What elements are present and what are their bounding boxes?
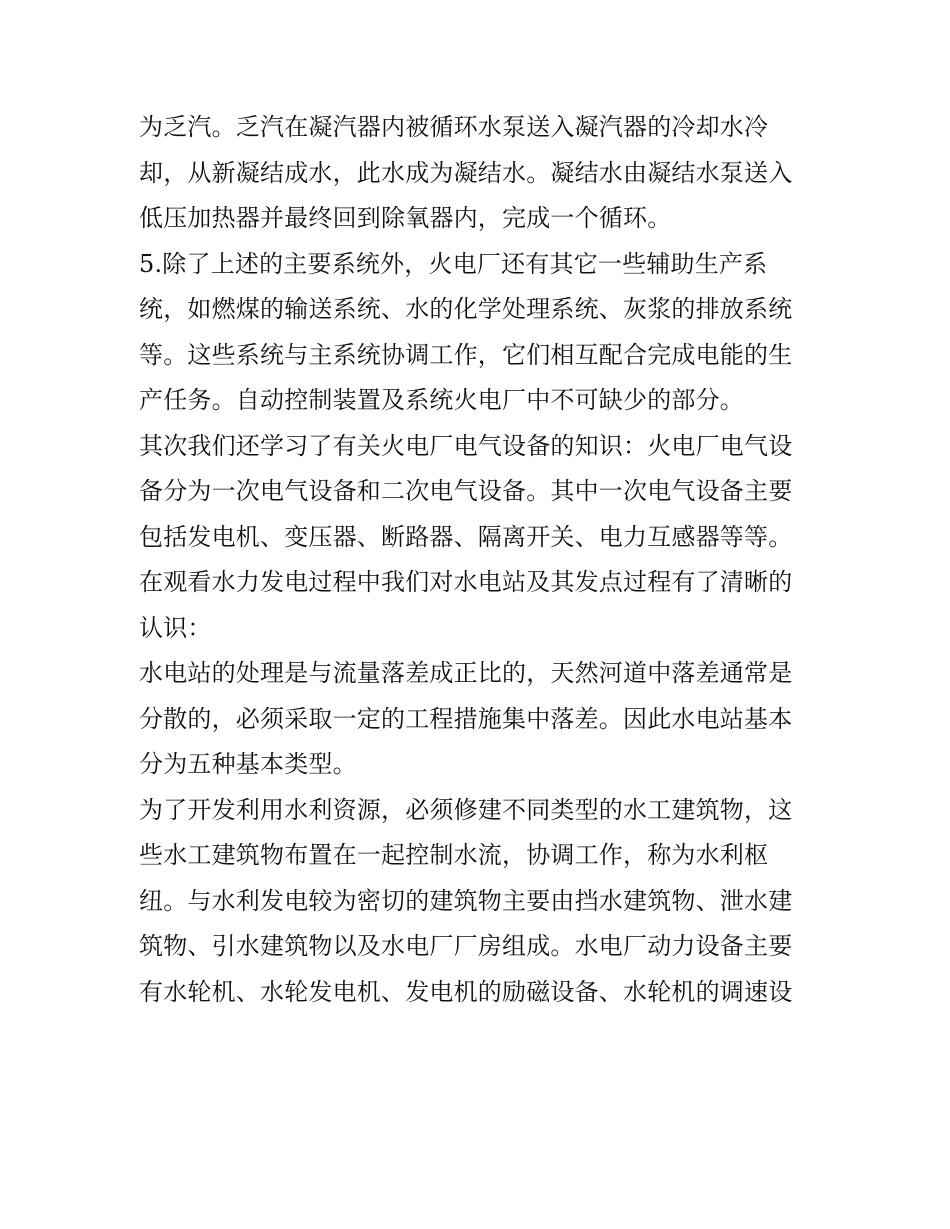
text-line: 筑物、引水建筑物以及水电厂厂房组成。水电厂动力设备主要 <box>139 932 793 960</box>
text-line: 有水轮机、水轮发电机、发电机的励磁设备、水轮机的调速设 <box>139 977 793 1006</box>
text-line: 低压加热器并最终回到除氧器内，完成一个循环。 <box>139 204 672 232</box>
text-line: 产任务。自动控制装置及系统火电厂中不可缺少的部分。 <box>139 386 744 414</box>
text-line: 5.除了上述的主要系统外，火电厂还有其它一些辅助生产系 <box>139 249 768 278</box>
text-line: 为了开发利用水利资源，必须修建不同类型的水工建筑物，这 <box>139 795 793 824</box>
text-line: 在观看水力发电过程中我们对水电站及其发点过程有了清晰的 <box>139 568 793 596</box>
text-line: 些水工建筑物布置在一起控制水流，协调工作，称为水利枢 <box>139 841 769 869</box>
text-line: 认识： <box>139 613 212 642</box>
text-line: 统，如燃煤的输送系统、水的化学处理系统、灰浆的排放系统 <box>139 295 793 323</box>
text-line: 其次我们还学习了有关火电厂电气设备的知识：火电厂电气设 <box>139 431 793 460</box>
document-body <box>139 105 819 1015</box>
text-line: 包括发电机、变压器、断路器、隔离开关、电力互感器等等。 <box>139 522 793 551</box>
text-line: 却，从新凝结成水，此水成为凝结水。凝结水由凝结水泵送入 <box>139 158 793 187</box>
text-line: 为乏汽。乏汽在凝汽器内被循环水泵送入凝汽器的冷却水冷 <box>139 113 769 141</box>
text-line: 分散的，必须采取一定的工程措施集中落差。因此水电站基本 <box>139 704 793 733</box>
text-line: 水电站的处理是与流量落差成正比的，天然河道中落差通常是 <box>139 659 793 687</box>
text-line: 备分为一次电气设备和二次电气设备。其中一次电气设备主要 <box>139 477 793 505</box>
text-line: 分为五种基本类型。 <box>139 750 357 778</box>
text-line: 等。这些系统与主系统协调工作，它们相互配合完成电能的生 <box>139 340 793 369</box>
text-line: 纽。与水利发电较为密切的建筑物主要由挡水建筑物、泄水建 <box>139 886 793 915</box>
